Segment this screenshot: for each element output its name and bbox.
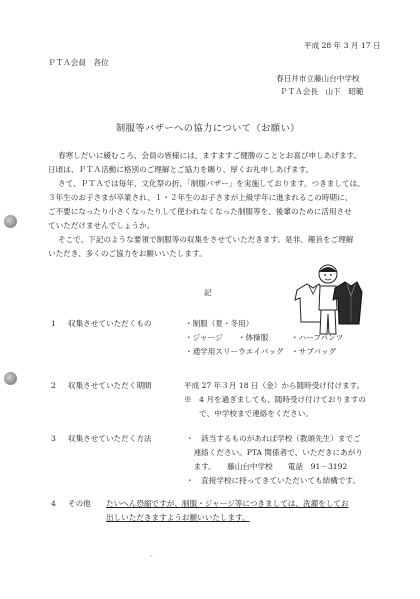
section-line: で、中学校まで連絡をください。: [184, 409, 313, 418]
body-line: 春寒しだいに緩むころ、会員の皆様には、ますますご健勝のこととお喜び申しあげます。: [58, 151, 362, 160]
recipient: ＰＴＡ会員 各位: [48, 58, 109, 67]
section-line: ・制服（夏・冬用）: [185, 319, 254, 328]
punch-hole-bottom: [4, 372, 17, 385]
section-number: 1: [51, 319, 56, 328]
footer-mark: -: [150, 551, 153, 560]
section-line: ます。 藤山台中学校 電話 91－3192: [186, 462, 348, 471]
section-number: 4: [51, 499, 56, 508]
body-line: いただき、多くのご協力をお願いいたします。: [48, 249, 207, 258]
section-line: ・ 該当するものがあれば学校（教頭先生）までご: [186, 434, 361, 443]
document-date: 平成 28 年 3 月 17 日: [304, 41, 381, 50]
section-line: ・ジャージ ・体操服 ・ハーフパンツ: [185, 333, 344, 342]
ki-heading: 記: [204, 288, 212, 297]
sender-school: 春日井市立藤山台中学校: [276, 74, 360, 83]
body-line: 日頃は、ＰＴＡ活動に格別のご理解とご協力を賜り、厚くお礼申しあげます。: [48, 165, 314, 174]
section-label: その他: [68, 499, 91, 508]
section-line-underlined: 出しいただきますようお願いいたします。: [106, 513, 250, 522]
body-line: ご不要になったり小さくなったりして使われなくなった制服等を、後輩のために活用させ: [48, 207, 352, 216]
section-line: 連絡ください。PTA 関係者で、いただきにあがり: [186, 448, 363, 457]
uniform-illustration: [293, 262, 363, 338]
section-line-underlined: たいへん恐縮ですが、制服・ジャージ等につきましては、洗濯をしてお: [106, 499, 349, 508]
section-label: 収集させていただくもの: [68, 319, 152, 328]
body-line: そこで、下記のような要領で制服等の収集をさせていただきます。是非、趣旨をご理解: [58, 235, 354, 244]
punch-hole-top: [4, 215, 17, 228]
section-line: ・ 直接学校に持ってきていただいても結構です。: [186, 476, 361, 485]
sender-person: ＰＴＡ会長 山下 昭範: [280, 87, 364, 96]
section-number: 3: [51, 434, 56, 443]
body-line: ３年生のお子さまが卒業され、１・２年生のお子さまが上級学年に進まれるこの時期に、: [48, 193, 353, 202]
body-line: さて、ＰＴＡでは毎年、文化祭の折、「制服バザー」を実施しております。つきましては、: [58, 179, 365, 188]
section-line: ・通学用スリーウエイバッグ ・サブバッグ: [185, 347, 337, 356]
section-label: 収集させていただく期間: [68, 381, 152, 390]
section-line: 平成 27 年３月 18 日（金）から随時受け付けます。: [184, 381, 365, 390]
body-line: ていただけませんでしょうか。: [48, 221, 155, 230]
document-title: 制服等バザーへの協力について（お願い）: [116, 123, 300, 134]
section-label: 収集させていただく方法: [68, 434, 152, 443]
section-line: ※ 4 月を過ぎましても、随時受け付けておりますの: [184, 395, 366, 404]
section-number: 2: [51, 381, 56, 390]
